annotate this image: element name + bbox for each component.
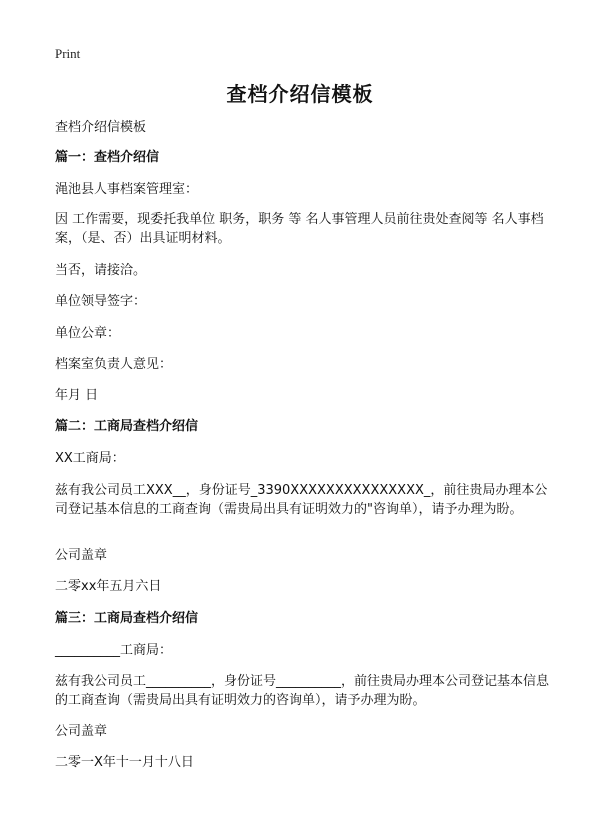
section1-closing: 当否，请接洽。 [55,263,147,278]
section1-heading: 篇一：查档介绍信 [55,150,160,165]
print-label: Print [55,46,81,61]
section1-body: 因 工作需要，现委托我单位 职务，职务 等 名人事管理人员前往贵处查阅等 名人事档案，（是、否）出具证明材料。 [55,212,544,246]
document-subtitle: 查档介绍信模板 [55,120,147,135]
section1-seal: 单位公章： [55,326,121,341]
section3-addressee: __________工商局： [55,643,173,658]
section3-body: 兹有我公司员工__________，身份证号__________，前往贵局办理本公司登记基本信息的工商查询（需贵局出具有证明效力的咨询单），请予办理为盼。 [55,674,550,708]
document-title: 查档介绍信模板 [226,82,374,106]
section3-seal: 公司盖章 [55,724,108,739]
section1-date: 年月 日 [55,388,99,403]
section1-sign: 单位领导签字： [55,294,147,309]
section2-date: 二零xx年五月六日 [55,579,162,594]
section1-opinion: 档案室负责人意见： [55,357,173,372]
section2-addressee: XX工商局： [55,451,125,466]
section2-heading: 篇二：工商局查档介绍信 [55,419,199,434]
section1-addressee: 渑池县人事档案管理室： [55,182,199,197]
section3-heading: 篇三：工商局查档介绍信 [55,611,199,626]
section2-seal: 公司盖章 [55,548,108,563]
section2-body: 兹有我公司员工XXX__，身份证号_3390XXXXXXXXXXXXXXX_，前往贵局办理本公司登记基本信息的工商查询（需贵局出具有证明效力的"咨询单），请予办理为盼。 [55,483,548,517]
section3-date: 二零一X年十一月十八日 [55,755,194,770]
